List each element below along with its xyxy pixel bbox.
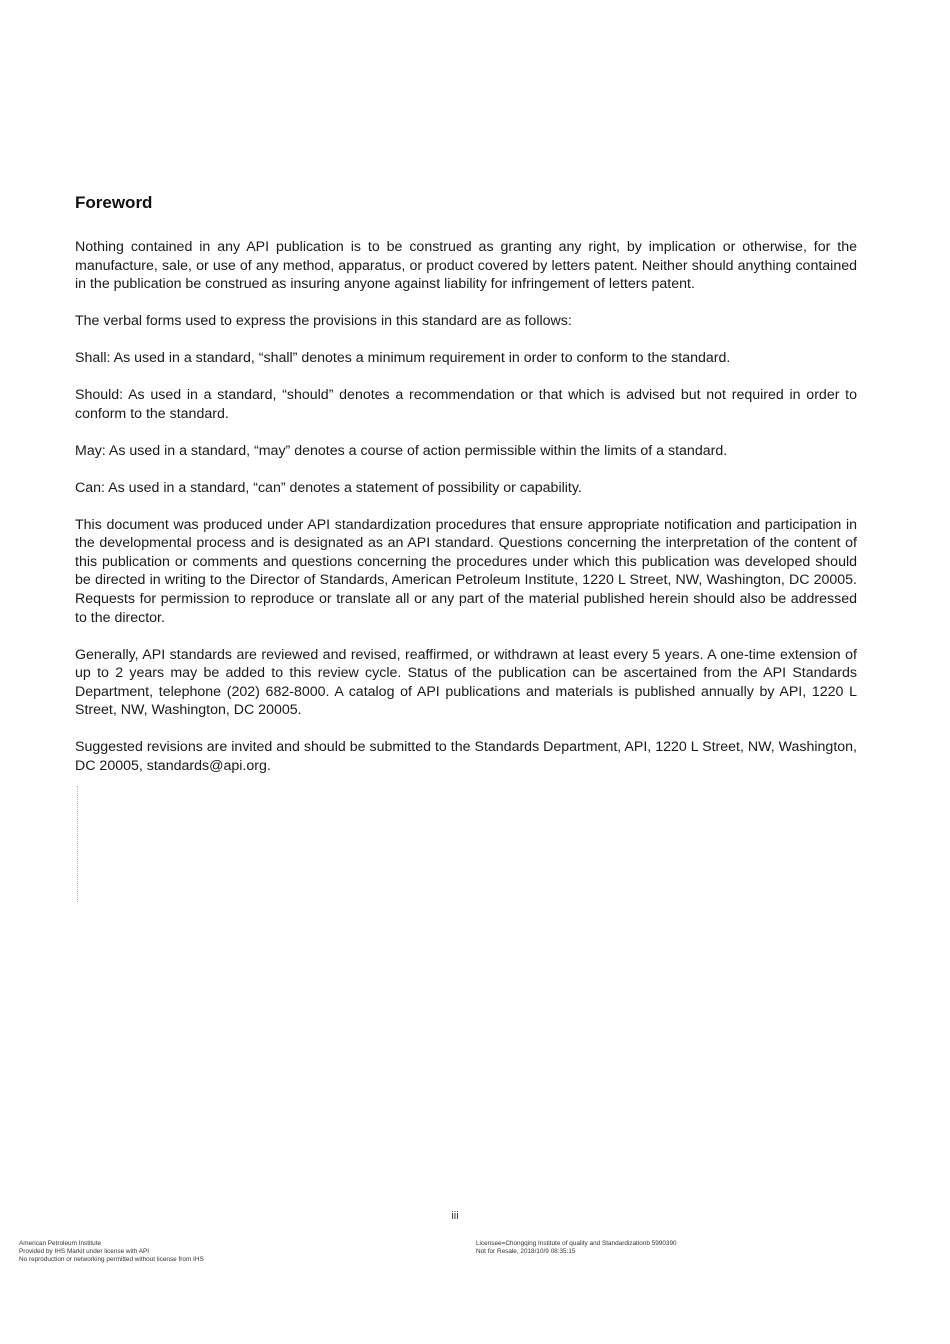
foreword-heading: Foreword	[75, 193, 153, 212]
page-number: iii	[451, 1210, 459, 1222]
paragraph-may-definition: May: As used in a standard, “may” denotes a course of action permissible within the limits of a standard.	[75, 442, 728, 459]
footer-left	[19, 1240, 319, 1264]
paragraph-standardization-procedures: This document was produced under API standardization procedures that ensure appropriate notification and participation in the developmental process and is designated as an API standard. Questions concerning the interpretation of the content of this publication or comments and questions concerning the procedures under which this publication was developed should be directed in writing to the Director of Standards, American Petroleum Institute, 1220 L Street, NW, Washington, DC 20005. Requests for permission to reproduce or translate all or any part of the material published herein should also be addressed to the director.	[75, 516, 857, 626]
footer-left-line: Provided by IHS Markit under license with API	[19, 1248, 149, 1255]
paragraph-can-definition: Can: As used in a standard, “can” denotes a statement of possibility or capability.	[75, 479, 582, 496]
footer-right	[476, 1240, 816, 1256]
footer-right-line: Not for Resale, 2018/10/9 08:35:15	[476, 1248, 576, 1255]
dotted-margin-mark	[77, 786, 82, 902]
foreword-section	[75, 192, 857, 794]
footer-left-line: No reproduction or networking permitted without license from IHS	[19, 1256, 204, 1263]
paragraph-review-cycle: Generally, API standards are reviewed and revised, reaffirmed, or withdrawn at least every 5 years. A one-time extension of up to 2 years may be added to this review cycle. Status of the publication can be ascertained from the API Standards Department, telephone (202) 682-8000. A catalog of API publications and materials is published annually by API, 1220 L Street, NW, Washington, DC 20005.	[75, 646, 857, 719]
paragraph-patent-disclaimer: Nothing contained in any API publication is to be construed as granting any right, by implication or otherwise, for the manufacture, sale, or use of any method, apparatus, or product covered by letters patent. Neither should anything contained in the publication be construed as insuring anyone against liability for infringement of letters patent.	[75, 239, 857, 293]
paragraph-should-definition: Should: As used in a standard, “should” denotes a recommendation or that which is advised but not required in order to conform to the standard.	[75, 387, 857, 422]
paragraph-suggested-revisions: Suggested revisions are invited and should be submitted to the Standards Department, API, 1220 L Street, NW, Washington, DC 20005, standards@api.org.	[75, 739, 857, 774]
footer-left-line: American Petroleum Institute	[19, 1240, 102, 1247]
paragraph-shall-definition: Shall: As used in a standard, “shall” denotes a minimum requirement in order to conform to the standard.	[75, 350, 731, 367]
footer-right-line: Licensee=Chongqing Institute of quality and Standardizationb 5990390	[476, 1240, 677, 1247]
paragraph-verbal-forms-intro: The verbal forms used to express the provisions in this standard are as follows:	[75, 313, 572, 330]
